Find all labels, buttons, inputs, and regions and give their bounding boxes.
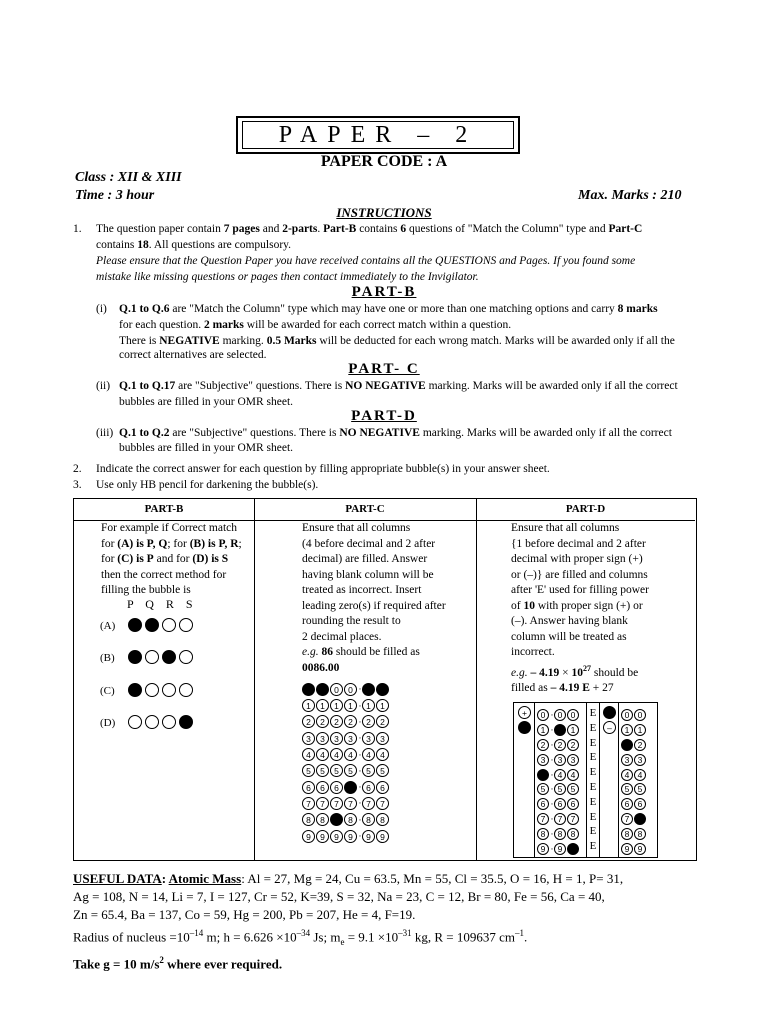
omr-c-row [302,794,390,810]
omr-bubble: 7 [376,797,389,810]
omr-bubble: 8 [537,828,549,840]
time-label: Time : 3 hour [75,188,155,203]
instr1-num: 1. [73,223,82,235]
omr-bubble: 2 [567,739,579,751]
omr-bubble: 2 [537,739,549,751]
omr-bubble: 9 [634,843,646,855]
bubble-empty [145,650,159,664]
omr-bubble: 9 [330,830,343,843]
bubble-empty [162,715,176,729]
omr-c-row [302,810,390,826]
part-c-header: PART-C [254,499,476,521]
omr-c-row [302,827,390,843]
omr-bubble: 0 [344,683,357,696]
omr-bubble: 1 [634,724,646,736]
plus-sign-bubble: + [518,706,531,719]
part-b-line1: Q.1 to Q.6 are "Match the Column" type which may have one or more than one matching options and carry 8 marks [119,303,658,315]
omr-bubble: 3 [567,754,579,766]
omr-bubble: 8 [344,813,357,826]
omr-bubble: 6 [302,781,315,794]
e-letter: E [589,795,597,808]
decimal-point: · [550,739,554,750]
omr-bubble: 2 [634,739,646,751]
omr-bubble: 7 [621,813,633,825]
decimal-point: · [358,716,362,727]
omr-d-exponent-row [621,824,647,840]
omr-bubble-filled: 8 [330,813,343,826]
omr-bubble: 8 [554,828,566,840]
omr-d-mantissa-row [537,706,580,722]
e-letter: E [589,840,597,853]
omr-d-exponent-row [621,780,647,796]
part-c-example: Ensure that all columns (4 before decimal and 2 after decimal) are filled. Answer having blank column will be treated as incorrect. Insert leading zero(s) if required after rounding the result to 2 decimal places. e.g. 86 should be filled as 0086.00 [302,522,446,674]
omr-bubble: 9 [316,830,329,843]
useful-line5: Take g = 10 $m/s^2$ where ever required. [73,954,283,972]
omr-bubble-filled: 7 [634,813,646,825]
omr-bubble: 7 [362,797,375,810]
omr-bubble: 5 [376,764,389,777]
omr-bubble: 6 [537,798,549,810]
decimal-point: · [550,784,554,795]
instr2-text: Indicate the correct answer for each question by filling appropriate bubble(s) in your answer sheet. [96,463,550,475]
bubble-empty [179,683,193,697]
omr-bubble-filled: 1 [554,724,566,736]
omr-bubble: 0 [621,709,633,721]
omr-bubble: 0 [634,709,646,721]
omr-bubble: 2 [554,739,566,751]
instr1-line1: The question paper contain 7 pages and 2-parts. Part-B contains 6 questions of "Match the Column" type and Part-C [96,223,643,235]
part-d-line1: Q.1 to Q.2 are "Subjective" questions. There is NO NEGATIVE marking. Marks will be awarded only if all the correct [119,427,672,439]
part-b-line3: There is NEGATIVE marking. 0.5 Marks will be deducted for each wrong match. Marks will be awarded only if all the [119,335,675,347]
sign-bubble-filled [518,721,531,734]
part-d-example: Ensure that all columns {1 before decimal and 2 after decimal with proper sign (+) or (–)} are filled and columns after 'E' used for filling power of 10 with proper sign (+) or (–). Answer having blank column will be treated as incorrect. e.g. – $4.19 \times 10^{27}$ should be filled as – 4.19 E + 27 [511,522,649,694]
part-d-line2: bubbles are filled in your OMR sheet. [119,442,294,454]
omr-c-row [302,762,390,778]
omr-d-mantissa-row [537,795,580,811]
part-c-line1: Q.1 to Q.17 are "Subjective" questions. There is NO NEGATIVE marking. Marks will be awarded only if all the correct [119,380,678,392]
omr-bubble: 6 [376,781,389,794]
bubble-filled [128,618,142,632]
omr-bubble: 1 [330,699,343,712]
part-d-heading: PART-D [351,408,417,424]
part-b-example: For example if Correct match for (A) is P, Q; for (B) is P, R; for (C) is P and for (D) is S then the correct method for filling the bubble is [101,522,242,596]
omr-bubble: 1 [621,724,633,736]
omr-bubble: 9 [537,843,549,855]
instr2-num: 2. [73,463,82,475]
omr-d-mantissa-row [537,765,580,781]
omr-bubble: 1 [316,699,329,712]
omr-bubble: 9 [344,830,357,843]
bubble-empty [145,715,159,729]
omr-bubble: 3 [362,732,375,745]
omr-d-exponent-row [621,750,647,766]
omr-d-exponent-row [621,795,647,811]
bubble-row-c: (C) [100,681,196,699]
omr-c-row [302,729,390,745]
decimal-point: · [550,725,554,736]
omr-d-exponent-row [621,765,647,781]
omr-d-exponent-row [621,810,647,826]
decimal-point: · [550,813,554,824]
bubble-filled [145,618,159,632]
decimal-point: · [550,754,554,765]
omr-bubble: 4 [567,769,579,781]
omr-bubble: 6 [316,781,329,794]
bubble-filled [128,683,142,697]
bubble-row-d: (D) [100,713,196,731]
bubble-filled [179,715,193,729]
omr-bubble: 1 [567,724,579,736]
decimal-point: · [358,733,362,744]
pqrs-labels: P Q R S [127,597,193,611]
part-b-num: (i) [96,303,107,315]
omr-d-mantissa-row [537,736,580,752]
omr-bubble: 3 [376,732,389,745]
omr-bubble: 5 [537,783,549,795]
decimal-point: · [358,749,362,760]
omr-grid-c [302,680,452,860]
omr-bubble: 3 [554,754,566,766]
instr1-italic2: mistake like missing questions or pages then contact immediately to the Invigilator. [96,271,479,283]
omr-bubble: 2 [316,715,329,728]
decimal-point: · [550,828,554,839]
omr-d-mantissa-row [537,780,580,796]
part-c-num: (ii) [96,380,111,392]
omr-bubble: 5 [316,764,329,777]
bubble-empty [179,618,193,632]
e-letter: E [589,721,597,734]
omr-bubble: 5 [344,764,357,777]
omr-bubble: 6 [554,798,566,810]
useful-line1: USEFUL DATA: Atomic Mass: Al = 27, Mg = 24, Cu = 63.5, Mn = 55, Cl = 35.5, O = 16, H = 1, P= 31, [73,871,624,886]
instructions-title: INSTRUCTIONS [336,205,432,220]
part-b-line2: for each question. 2 marks will be awarded for each correct match within a question. [119,319,512,331]
decimal-point: · [550,799,554,810]
omr-d-mantissa-row [537,721,580,737]
omr-bubble: 7 [537,813,549,825]
omr-bubble: 4 [302,748,315,761]
part-b-heading: PART-B [351,284,417,300]
part-c-heading: PART- C [348,361,420,377]
part-c-column [254,499,477,860]
bubble-filled [128,650,142,664]
e-letter: E [589,810,597,823]
omr-bubble-filled: 0 [316,683,329,696]
omr-bubble: 2 [376,715,389,728]
omr-bubble: 1 [376,699,389,712]
omr-d-mantissa-row [537,824,580,840]
omr-bubble: 3 [621,754,633,766]
omr-bubble-filled: 0 [302,683,315,696]
omr-bubble: 3 [316,732,329,745]
omr-bubble: 3 [537,754,549,766]
omr-bubble: 9 [362,830,375,843]
omr-bubble: 4 [344,748,357,761]
omr-c-row [302,778,390,794]
omr-bubble: 3 [634,754,646,766]
omr-bubble: 6 [634,798,646,810]
useful-line2: Ag = 108, N = 14, Li = 7, I = 127, Cr = 52, K=39, S = 32, Na = 23, C = 12, Br = 80, Fe = 56, Ca = 40, [73,889,605,904]
useful-line4: Radius of nucleus $=10^{-14}$ m; $h = 6.626 \times 10^{-34}$ Js; $m_e = 9.1 \times 10^{-31}$ kg, R = 109637 $cm^{-1}$. [73,928,528,947]
instr3-num: 3. [73,479,82,491]
decimal-point: · [358,814,362,825]
omr-bubble: 3 [302,732,315,745]
omr-bubble: 9 [554,843,566,855]
omr-bubble: 1 [344,699,357,712]
e-letter: E [589,780,597,793]
omr-bubble: 9 [621,843,633,855]
part-b-line4: correct alternatives are selected. [119,349,267,361]
omr-bubble: 6 [362,781,375,794]
paper-code: PAPER CODE : A [320,153,448,170]
omr-bubble-filled: 2 [621,739,633,751]
omr-bubble: 1 [362,699,375,712]
omr-bubble: 0 [567,709,579,721]
instr1-line2: contains 18. All questions are compulsory. [96,239,292,251]
exp-sign-bubble-filled [603,706,616,719]
omr-bubble: 7 [554,813,566,825]
omr-bubble: 5 [330,764,343,777]
part-b-column [74,499,255,860]
omr-bubble: 2 [302,715,315,728]
omr-bubble: 5 [554,783,566,795]
minus-sign-bubble: – [603,721,616,734]
omr-bubble: 8 [362,813,375,826]
decimal-point: · [550,843,554,854]
omr-bubble: 7 [302,797,315,810]
omr-bubble: 2 [330,715,343,728]
omr-bubble: 8 [316,813,329,826]
omr-bubble: 5 [567,783,579,795]
part-d-num: (iii) [96,427,114,439]
max-marks: Max. Marks : 210 [578,188,682,203]
omr-bubble: 8 [634,828,646,840]
bubble-empty [162,618,176,632]
omr-d-exponent-row [621,839,647,855]
decimal-point: · [550,710,554,721]
omr-bubble-filled: 9 [567,843,579,855]
omr-bubble: 5 [634,783,646,795]
omr-bubble: 0 [554,709,566,721]
omr-bubble: 7 [330,797,343,810]
omr-bubble: 2 [362,715,375,728]
omr-c-row [302,680,390,696]
omr-bubble: 5 [362,764,375,777]
omr-bubble-filled: 0 [362,683,375,696]
e-letter: E [589,766,597,779]
part-d-column [476,499,695,860]
decimal-point: · [358,684,362,695]
omr-bubble-filled: 4 [537,769,549,781]
omr-d-mantissa-row [537,839,580,855]
omr-bubble: 9 [302,830,315,843]
omr-grid-d [513,702,658,858]
answer-format-table [73,498,697,861]
decimal-point: · [358,700,362,711]
omr-bubble: 8 [567,828,579,840]
omr-bubble: 6 [567,798,579,810]
useful-line3: Zn = 65.4, Ba = 137, Co = 59, Hg = 200, Pb = 207, He = 4, F=19. [73,907,416,922]
omr-bubble: 3 [344,732,357,745]
class-label: Class : XII & XIII [75,170,182,185]
bubble-filled [162,650,176,664]
omr-bubble: 4 [376,748,389,761]
omr-bubble: 0 [330,683,343,696]
bubble-row-b: (B) [100,648,196,666]
omr-bubble: 8 [621,828,633,840]
omr-bubble-filled: 6 [344,781,357,794]
omr-bubble: 8 [376,813,389,826]
decimal-point: · [358,798,362,809]
omr-bubble-filled: 0 [376,683,389,696]
instr1-italic1: Please ensure that the Question Paper you have received contains all the QUESTIONS and Pages. If you found some [96,255,636,267]
e-column [586,703,600,857]
omr-bubble: 7 [567,813,579,825]
instr3-text: Use only HB pencil for darkening the bubble(s). [96,479,319,491]
omr-bubble: 1 [537,724,549,736]
omr-bubble: 6 [330,781,343,794]
e-letter: E [589,736,597,749]
decimal-point: · [358,831,362,842]
omr-bubble: 5 [302,764,315,777]
decimal-point: · [358,765,362,776]
bubble-empty [145,683,159,697]
omr-bubble: 6 [621,798,633,810]
omr-d-exponent-row [621,706,647,722]
omr-bubble: 4 [621,769,633,781]
e-letter: E [589,825,597,838]
part-d-header: PART-D [476,499,695,521]
omr-bubble: 4 [316,748,329,761]
bubble-row-a: (A) [100,616,196,634]
omr-bubble: 0 [537,709,549,721]
bubble-empty [179,650,193,664]
omr-bubble: 4 [362,748,375,761]
e-letter: E [589,751,597,764]
omr-c-row [302,745,390,761]
omr-bubble: 3 [330,732,343,745]
part-b-header: PART-B [74,499,254,521]
paper-title: PAPER – 2 [242,121,514,149]
omr-bubble: 8 [302,813,315,826]
omr-bubble: 5 [621,783,633,795]
omr-bubble: 4 [554,769,566,781]
omr-bubble: 7 [316,797,329,810]
omr-d-exponent-row [621,721,647,737]
bubble-empty [162,683,176,697]
paper-title-box [236,116,520,154]
omr-d-mantissa-row [537,810,580,826]
part-c-line2: bubbles are filled in your OMR sheet. [119,396,294,408]
decimal-point: · [358,782,362,793]
omr-bubble: 1 [302,699,315,712]
decimal-point: · [550,769,554,780]
omr-c-row [302,696,390,712]
bubble-empty [128,715,142,729]
omr-bubble: 4 [330,748,343,761]
e-letter: E [589,707,597,719]
omr-bubble: 7 [344,797,357,810]
omr-bubble: 2 [344,715,357,728]
omr-d-exponent-row [621,736,647,752]
omr-c-row [302,713,390,729]
omr-d-mantissa-row [537,750,580,766]
omr-bubble: 9 [376,830,389,843]
useful-data [73,870,703,973]
omr-bubble: 4 [634,769,646,781]
